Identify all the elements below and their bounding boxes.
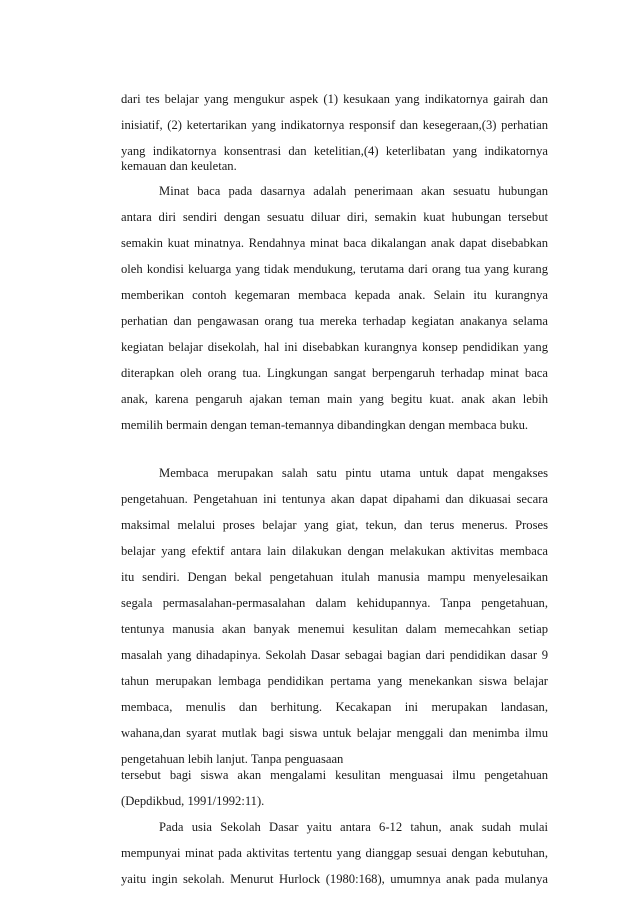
paragraph-first-line: Pada usia Sekolah Dasar yaitu antara 6-12 tahun, anak sudah mulai: [159, 820, 548, 834]
paragraph-first-line: Membaca merupakan salah satu pintu utama untuk dapat mengakses: [159, 466, 548, 480]
text-line: (Depdikbud, 1991/1992:11).: [121, 794, 265, 808]
text-line: segala permasalahan-permasalahan dalam kehidupannya. Tanpa pengetahuan,: [121, 596, 548, 610]
text-line: memilih bermain dengan teman-temannya dibandingkan dengan membaca buku.: [121, 418, 529, 432]
text-line: itu sendiri. Dengan bekal pengetahuan itulah manusia mampu menyelesaikan: [121, 570, 548, 584]
text-line: memberikan contoh kegemaran membaca kepada anak. Selain itu kurangnya: [121, 288, 548, 302]
paragraph-first-line: Minat baca pada dasarnya adalah penerimaan akan sesuatu hubungan: [159, 184, 548, 198]
text-line: mempunyai minat pada aktivitas tertentu yang dianggap sesuai dengan kebutuhan,: [121, 846, 548, 860]
text-line: pengetahuan. Pengetahuan ini tentunya akan dapat dipahami dan dikuasai secara: [121, 492, 548, 506]
text-line: pengetahuan lebih lanjut. Tanpa penguasaan: [121, 752, 344, 766]
text-line: kegiatan belajar disekolah, hal ini disebabkan kurangnya konsep pendidikan yang: [121, 340, 548, 354]
text-line: oleh kondisi keluarga yang tidak mendukung, terutama dari orang tua yang kurang: [121, 262, 548, 276]
text-line: antara diri sendiri dengan sesuatu diluar diri, semakin kuat hubungan tersebut: [121, 210, 548, 224]
text-line: dari tes belajar yang mengukur aspek (1) kesukaan yang indikatornya gairah dan: [121, 92, 548, 106]
text-line: yaitu ingin sekolah. Menurut Hurlock (1980:168), umumnya anak pada mulanya: [121, 872, 548, 886]
text-line: masalah yang dihadapinya. Sekolah Dasar sebagai bagian dari pendidikan dasar 9: [121, 648, 548, 662]
text-line: diterapkan oleh orang tua. Lingkungan sangat berpengaruh terhadap minat baca: [121, 366, 548, 380]
text-line: inisiatif, (2) ketertarikan yang indikatornya responsif dan kesegeraan,(3) perhatian: [121, 118, 548, 132]
text-line: wahana,dan syarat mutlak bagi siswa untuk belajar menggali dan menimba ilmu: [121, 726, 548, 740]
text-line: belajar yang efektif antara lain dilakukan dengan melakukan aktivitas membaca: [121, 544, 548, 558]
text-line: membaca, menulis dan berhitung. Kecakapan ini merupakan landasan,: [121, 700, 548, 714]
text-line: yang indikatornya konsentrasi dan ketelitian,(4) keterlibatan yang indikatornya: [121, 144, 548, 158]
text-line: kemauan dan keuletan.: [121, 159, 237, 173]
text-line: semakin kuat minatnya. Rendahnya minat baca dikalangan anak dapat disebabkan: [121, 236, 548, 250]
text-line: tersebut bagi siswa akan mengalami kesulitan menguasai ilmu pengetahuan: [121, 768, 548, 782]
text-line: anak, karena pengaruh ajakan teman main yang begitu kuat. anak akan lebih: [121, 392, 548, 406]
text-line: perhatian dan pengawasan orang tua mereka terhadap kegiatan anakanya selama: [121, 314, 548, 328]
text-line: tentunya manusia akan banyak menemui kesulitan dalam memecahkan setiap: [121, 622, 548, 636]
text-line: maksimal melalui proses belajar yang giat, tekun, dan terus menerus. Proses: [121, 518, 548, 532]
text-line: tahun merupakan lembaga pendidikan pertama yang menekankan siswa belajar: [121, 674, 548, 688]
